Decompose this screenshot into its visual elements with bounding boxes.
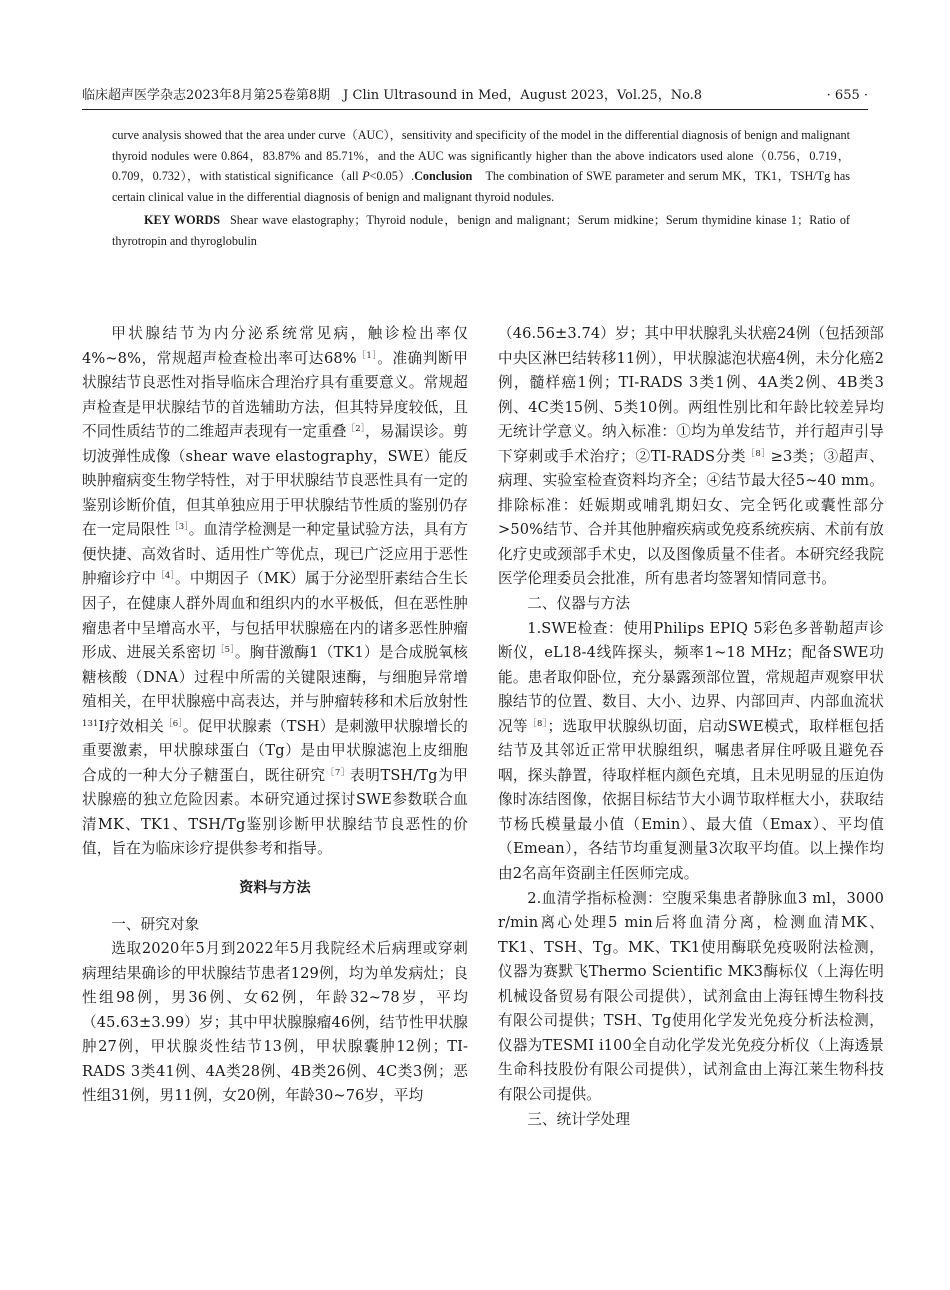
left-column [82,322,468,1109]
page-number: · 655 · [826,88,868,103]
citation-ref: ［2］ [346,424,366,435]
running-header [82,86,868,106]
subsection-title-statistics: 三、统计学处理 [527,1110,631,1128]
subjects-paragraph: 选取2020年5月到2022年5月我院经术后病理或穿刺病理结果确诊的甲状腺结节患者129例，均为单发病灶；良性组98例，男36例、女62例，年龄32~78岁，平均（45.63±3.99）岁；其中甲状腺腺瘤46例，结节性甲状腺肿27例，甲状腺炎性结节13例，甲状腺囊肿12例；TI-RADS 3类41例、4A类28例、4B类26例、4C类3例；恶性组31例，男11例，女20例，年龄30~76岁，平均 [82,940,468,1105]
subjects-paragraph-continued: （46.56±3.74）岁；其中甲状腺乳头状癌24例（包括颈部中央区淋巴结转移11例），甲状腺滤泡状癌4例，未分化癌2例，髓样癌1例；TI-RADS 3类1例、4A类2例、4B类3例、4C类15例、5类10例。两组性别比和年龄比较差异均无统计学意义。纳入标准：①均为单发结节，并行超声引导下穿刺或手术治疗；②TI-RADS分类$^{[8]}$≥3类；③超声、病理、实验室检查资料均齐全；④结节最大径5~40 mm。排除标准：妊娠期或哺乳期妇女、完全钙化或囊性部分>50%结节、合并其他肿瘤疾病或免疫系统疾病、术前有放化疗史或颈部手术史，以及图像质量不佳者。本研究经我院医学伦理委员会批准，所有患者均签署知情同意书。 [498,325,884,588]
citation-ref: ［5］ [215,645,235,656]
journal-citation: 临床超声医学杂志2023年8月第25卷第8期 J Clin Ultrasound in Med，August 2023，Vol.25，No.8 [82,88,703,103]
citation-ref: ［8］ [746,448,771,459]
header-divider [82,109,868,110]
conclusion-label: Conclusion [414,169,473,183]
english-abstract [112,125,850,251]
serum-method-paragraph: 2.血清学指标检测：空腹采集患者静脉血3 ml，3000 r/min离心处理5 min后将血清分离，检测血清MK、TK1、TSH、Tg。MK、TK1使用酶联免疫吸附法检测，仪器为赛默飞Thermo Scientific MK3酶标仪（上海佐明机械设备贸易有限公司提供），试剂盒由上海钰博生物科技有限公司提供；TSH、Tg使用化学发光免疫分析法检测，仪器为TESMI i100全自动化学发光免疫分析仪（上海透景生命科技股份有限公司提供），试剂盒由上海江莱生物科技有限公司提供。 [498,889,884,1103]
citation-ref: ［7］ [325,767,351,778]
isotope-superscript: 131 [82,718,99,729]
citation-ref: ［3］ [170,522,189,533]
citation-ref: ［1］ [356,350,378,361]
citation-ref: ［4］ [156,571,176,582]
abstract-results: curve analysis showed that the area under curve（AUC），sensitivity and specificity of the model in the differential diagnosis of benign and malignant thyroid nodules were 0.864，83.87% and 85.71%，and the AUC was significantly higher than the above indicators used alone（0.756，0.719，0.709，0.732），with statistical significance（all P<0.05）.Conclusion The combination of SWE parameter and serum MK，TK1，TSH/Tg has certain clinical value in the differential diagnosis of benign and malignant thyroid nodules. [112,128,850,204]
p-value-symbol: P [362,169,370,183]
conclusion-text: The combination of SWE parameter and serum MK，TK1，TSH/Tg has certain clinical value in the differential diagnosis of benign and malignant thyroid nodules. [112,169,850,204]
citation-ref: ［8］ [528,718,548,729]
keywords [112,210,850,251]
right-column [498,322,884,1132]
citation-ref: ［6］ [163,718,183,729]
swe-method-paragraph: 1.SWE检查：使用Philips EPIQ 5彩色多普勒超声诊断仪，eL18-4线阵探头，频率1~18 MHz；配备SWE功能。患者取仰卧位，充分暴露颈部位置，常规超声观察甲状腺结节的位置、数目、大小、边界、内部回声、内部血流状况等$^{[8]}$；选取甲状腺纵切面，启动SWE模式，取样框包括结节及其邻近正常甲状腺组织，嘱患者屏住呼吸且避免吞咽，探头静置，待取样框内颜色充填，且未见明显的压迫伪像时冻结图像，依据目标结节大小调节取样框大小，获取结节杨氏模量最小值（Emin）、最大值（Emax）、平均值（Emean），各结节均重复测量3次取平均值。以上操作均由2名高年资副主任医师完成。 [498,619,885,883]
section-title-methods: 资料与方法 [239,880,311,897]
subsection-title-subjects: 一、研究对象 [111,915,200,933]
introduction-paragraph: 甲状腺结节为内分泌系统常见病，触诊检出率仅4%~8%，常规超声检查检出率可达68%$^{[1]}$。准确判断甲状腺结节良恶性对指导临床合理治疗具有重要意义。常规超声检查是甲状腺结节的首选辅助方法，但其特异度较低，且不同性质结节的二维超声表现有一定重叠$^{[2]}$，易漏误诊。剪切波弹性成像（shear wave elastography，SWE）能反映肿瘤病变生物学特性，对于甲状腺结节良恶性具有一定的鉴别诊断价值，但其单独应用于甲状腺结节性质的鉴别仍存在一定局限性$^{[3]}$。血清学检测是一种定量试验方法，具有方便快捷、高效省时、适用性广等优点，现已广泛应用于恶性肿瘤诊疗中$^{[4]}$。中期因子（MK）属于分泌型肝素结合生长因子，在健康人群外周血和组织内的水平极低，但在恶性肿瘤患者中呈增高水平，与包括甲状腺癌在内的诸多恶性肿瘤形成、进展关系密切$^{[5]}$。胸苷激酶1（TK1）是合成脱氧核糖核酸（DNA）过程中所需的关键限速酶，与细胞异常增殖相关，在甲状腺癌中高表达，并与肿瘤转移和术后放射性$^{131}$I疗效相关$^{[6]}$。促甲状腺素（TSH）是刺激甲状腺增长的重要激素，甲状腺球蛋白（Tg）是由甲状腺滤泡上皮细胞合成的一种大分子糖蛋白，既往研究$^{[7]}$表明TSH/Tg为甲状腺癌的独立危险因素。本研究通过探讨SWE参数联合血清MK、TK1、TSH/Tg鉴别诊断甲状腺结节良恶性的价值，旨在为临床诊疗提供参考和指导。 [82,325,469,858]
keywords-text: Shear wave elastography；Thyroid nodule，benign and malignant；Serum midkine；Serum thymidine kinase 1；Ratio of thyrotropin and thyroglobulin [112,213,850,248]
subsection-title-instruments: 二、仪器与方法 [527,595,631,613]
keywords-label: KEY WORDS [144,213,221,227]
